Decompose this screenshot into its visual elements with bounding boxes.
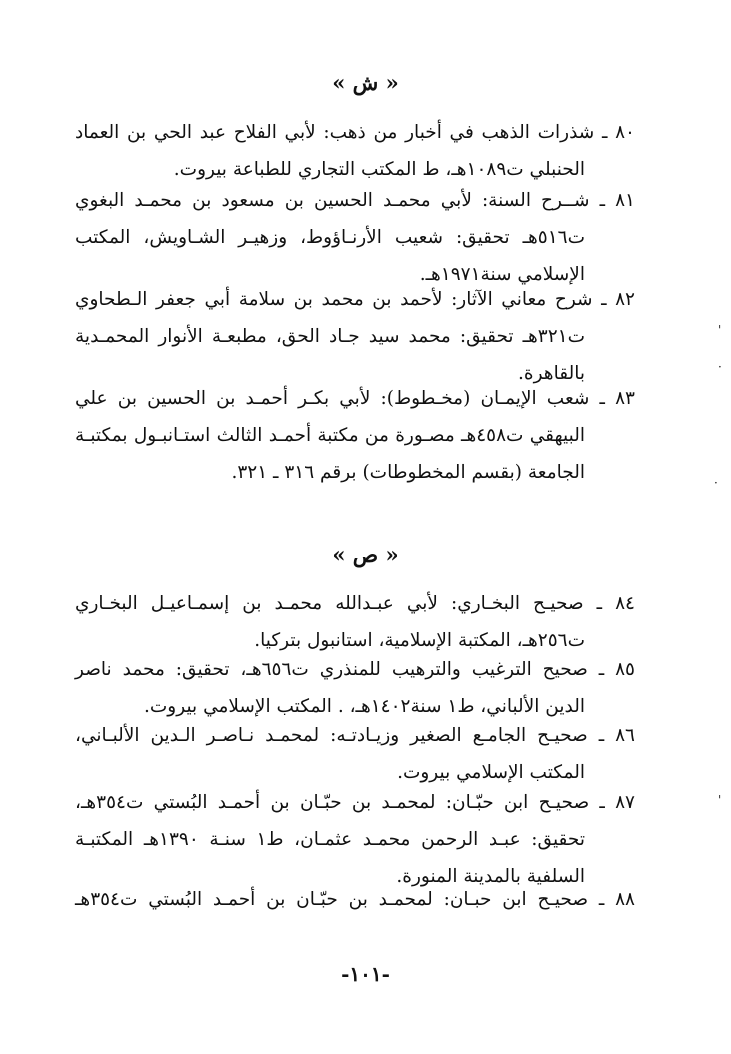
entry-line: ٨١ ـ شــرح السنة: لأبي محمـد الحسين بن مسعود بن محمـد البغوي xyxy=(75,190,635,211)
reference-entry-80 xyxy=(75,114,635,188)
entry-line: الإسلامي سنة١٩٧١هـ. xyxy=(419,264,585,285)
reference-entry-81 xyxy=(75,182,635,293)
entry-line: ٨٢ ـ شرح معاني الآثار: لأحمد بن محمد بن سلامة أبي جعفر الـطحاوي xyxy=(75,289,635,310)
entry-line: ٨٠ ـ شذرات الذهب في أخبار من ذهب: لأبي الفلاح عبد الحي بن العماد xyxy=(75,122,635,143)
entry-line: بالقاهرة. xyxy=(518,363,585,384)
reference-entry-85 xyxy=(75,651,635,725)
entry-line: ت٥١٦هـ تحقيق: شعيب الأرنـاؤوط، وزهيـر الشـاويش، المكتب xyxy=(75,227,585,248)
entry-line: تحقيق: عبـد الرحمن محمـد عثمـان، ط١ سنـة ١٣٩٠هـ المكتبـة xyxy=(75,829,586,850)
reference-entry-86 xyxy=(75,717,635,791)
scan-speck: · xyxy=(714,476,718,490)
entry-line: ٨٤ ـ صحيـح البخـاري: لأبي عبـدالله محمـد بن إسمـاعيـل البخـاري xyxy=(75,593,635,614)
entry-line: ٨٥ ـ صحيح الترغيب والترهيب للمنذري ت٦٥٦هـ، تحقيق: محمد ناصر xyxy=(75,659,635,680)
entry-line: ٨٨ ـ صحيـح ابن حبـان: لمحمـد بن حبّـان بن أحمـد البُستي ت٣٥٤هـ xyxy=(75,889,635,910)
entry-line: ٨٦ ـ صحيـح الجامـع الصغير وزيـادتـه: لمحمـد نـاصـر الـدين الألبـاني، xyxy=(75,725,635,746)
entry-line: ت٣٢١هـ تحقيق: محمد سيد جـاد الحق، مطبعـة الأنوار المحمـدية xyxy=(75,326,585,347)
scan-speck: · xyxy=(718,360,722,374)
section-heading-shin: « ش » xyxy=(332,70,399,95)
reference-entry-87 xyxy=(75,784,635,895)
reference-entry-88 xyxy=(75,881,635,918)
scan-speck: ' xyxy=(718,793,722,807)
entry-line: ٨٣ ـ شعب الإيمـان (مخـطوط): لأبي بكـر أحمـد بن الحسين بن علي xyxy=(75,388,635,409)
entry-line: السلفية بالمدينة المنورة. xyxy=(396,866,585,887)
entry-line: الجامعة (بقسم المخطوطات) برقم ٣١٦ ـ ٣٢١. xyxy=(231,462,585,483)
section-heading-sad: « ص » xyxy=(332,542,399,567)
page-number: -١٠١- xyxy=(341,962,390,986)
reference-entry-84 xyxy=(75,585,635,659)
entry-line: المكتب الإسلامي بيروت. xyxy=(397,762,585,783)
reference-entry-82 xyxy=(75,281,635,392)
entry-line: البيهقي ت٤٥٨هـ مصـورة من مكتبة أحمـد الثالث استـانبـول بمكتبـة xyxy=(75,425,585,446)
scan-speck: ' xyxy=(718,323,722,337)
entry-line: الدين الألباني، ط١ سنة١٤٠٢هـ، . المكتب الإسلامي بيروت. xyxy=(144,696,585,717)
entry-line: ٨٧ ـ صحيـح ابن حبّـان: لمحمـد بن حبّـان بن أحمـد البُستي ت٣٥٤هـ، xyxy=(75,792,635,813)
entry-line: ت٢٥٦هـ، المكتبة الإسلامية، استانبول بتركيا. xyxy=(254,630,585,651)
reference-entry-83 xyxy=(75,380,635,491)
entry-line: الحنبلي ت١٠٨٩هـ، ط المكتب التجاري للطباعة بيروت. xyxy=(173,159,585,180)
